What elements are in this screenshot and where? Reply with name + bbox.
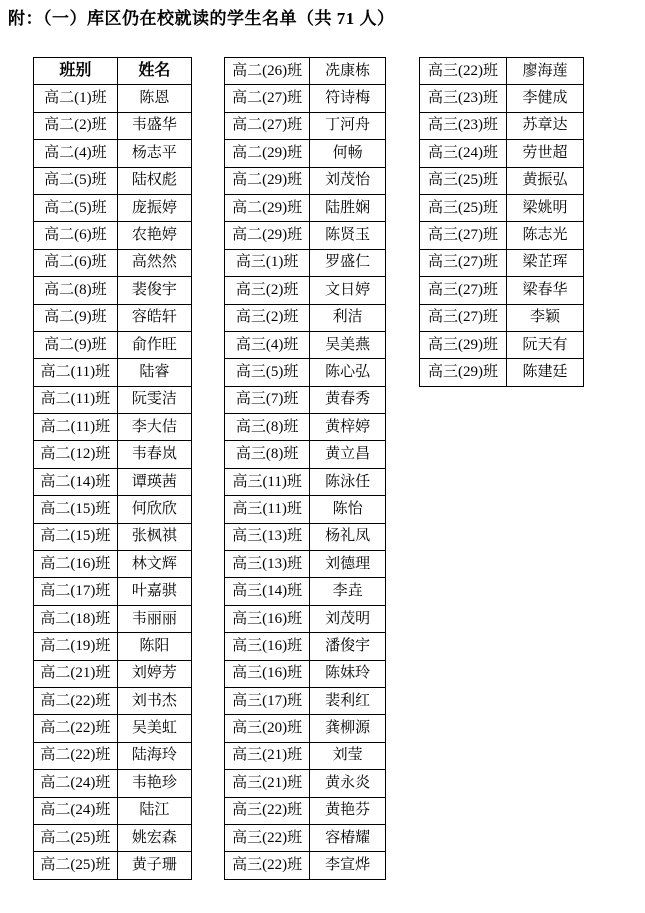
table-row [225, 578, 386, 605]
name-cell: 俞作旺 [117, 331, 191, 358]
name-cell: 韦艳珍 [117, 770, 191, 797]
class-cell: 高二(2)班 [34, 112, 118, 139]
table-row [225, 249, 386, 276]
name-cell: 刘莹 [310, 742, 386, 769]
class-cell: 高二(29)班 [225, 194, 310, 221]
class-cell: 高三(8)班 [225, 414, 310, 441]
class-cell: 高三(22)班 [225, 824, 310, 851]
table-row [34, 770, 192, 797]
table-row [225, 605, 386, 632]
table-row [34, 578, 192, 605]
table-row [225, 85, 386, 112]
name-cell: 裴利红 [310, 687, 386, 714]
name-cell: 李垚 [310, 578, 386, 605]
class-cell: 高二(4)班 [34, 140, 118, 167]
class-cell: 高二(14)班 [34, 468, 118, 495]
name-cell: 刘婷芳 [117, 660, 191, 687]
class-cell: 高二(11)班 [34, 414, 118, 441]
class-cell: 高二(24)班 [34, 797, 118, 824]
table-row [225, 660, 386, 687]
table-row [34, 742, 192, 769]
class-cell: 高三(25)班 [420, 167, 507, 194]
table-row [420, 359, 584, 386]
class-cell: 高三(27)班 [420, 304, 507, 331]
table-row [225, 715, 386, 742]
class-cell: 高二(18)班 [34, 605, 118, 632]
name-cell: 陈建廷 [506, 359, 583, 386]
class-cell: 高二(15)班 [34, 496, 118, 523]
table-row [225, 194, 386, 221]
name-cell: 潘俊宇 [310, 633, 386, 660]
table-row [34, 304, 192, 331]
name-cell: 陈泳任 [310, 468, 386, 495]
name-cell: 杨志平 [117, 140, 191, 167]
table-row [34, 660, 192, 687]
name-cell: 吴美虹 [117, 715, 191, 742]
name-cell: 利洁 [310, 304, 386, 331]
name-cell: 黄子珊 [117, 852, 191, 879]
class-cell: 高三(25)班 [420, 194, 507, 221]
table-row [225, 523, 386, 550]
name-cell: 刘茂怡 [310, 167, 386, 194]
name-cell: 廖海莲 [506, 58, 583, 85]
table-row [225, 386, 386, 413]
class-cell: 高三(27)班 [420, 249, 507, 276]
class-cell: 高二(1)班 [34, 85, 118, 112]
name-cell: 阮天有 [506, 331, 583, 358]
table-row [34, 468, 192, 495]
name-cell: 阮雯洁 [117, 386, 191, 413]
class-cell: 高二(22)班 [34, 687, 118, 714]
table-row [225, 414, 386, 441]
name-cell: 刘书杰 [117, 687, 191, 714]
table-row [225, 359, 386, 386]
class-cell: 高三(14)班 [225, 578, 310, 605]
table-row [34, 386, 192, 413]
class-cell: 高三(16)班 [225, 633, 310, 660]
name-cell: 罗盛仁 [310, 249, 386, 276]
table-row [225, 633, 386, 660]
class-cell: 高二(12)班 [34, 441, 118, 468]
table-row [225, 551, 386, 578]
class-cell: 高三(11)班 [225, 468, 310, 495]
table-row [225, 58, 386, 85]
table-row [34, 523, 192, 550]
class-cell: 高二(5)班 [34, 167, 118, 194]
class-cell: 高二(25)班 [34, 852, 118, 879]
name-cell: 农艳婷 [117, 222, 191, 249]
table-row [225, 441, 386, 468]
table-row [225, 304, 386, 331]
class-cell: 高二(8)班 [34, 277, 118, 304]
table-row [225, 331, 386, 358]
table-row [34, 551, 192, 578]
class-cell: 高二(29)班 [225, 167, 310, 194]
class-cell: 高三(20)班 [225, 715, 310, 742]
class-cell: 高二(22)班 [34, 742, 118, 769]
table-row [420, 331, 584, 358]
class-cell: 高三(13)班 [225, 523, 310, 550]
class-cell: 高二(29)班 [225, 222, 310, 249]
table-row [225, 770, 386, 797]
table-row [225, 797, 386, 824]
name-cell: 黄春秀 [310, 386, 386, 413]
name-cell: 陆胜娴 [310, 194, 386, 221]
name-cell: 龚柳源 [310, 715, 386, 742]
name-cell: 陈妹玲 [310, 660, 386, 687]
name-cell: 杨礼凤 [310, 523, 386, 550]
table-row [34, 605, 192, 632]
name-cell: 丁河舟 [310, 112, 386, 139]
class-cell: 高三(29)班 [420, 331, 507, 358]
class-cell: 高三(8)班 [225, 441, 310, 468]
name-cell: 陈心弘 [310, 359, 386, 386]
class-cell: 高二(16)班 [34, 551, 118, 578]
table-row [420, 222, 584, 249]
class-cell: 高三(4)班 [225, 331, 310, 358]
table-row [34, 852, 192, 879]
name-cell: 容皓轩 [117, 304, 191, 331]
name-cell: 陆海玲 [117, 742, 191, 769]
class-cell: 高三(22)班 [225, 852, 310, 879]
table-row [34, 167, 192, 194]
table-row [225, 277, 386, 304]
table-row [420, 85, 584, 112]
name-cell: 林文辉 [117, 551, 191, 578]
name-cell: 陆睿 [117, 359, 191, 386]
class-cell: 高三(23)班 [420, 112, 507, 139]
name-cell: 韦盛华 [117, 112, 191, 139]
name-cell: 刘德理 [310, 551, 386, 578]
class-cell: 高三(2)班 [225, 277, 310, 304]
name-cell: 张枫祺 [117, 523, 191, 550]
table-row [34, 112, 192, 139]
name-cell: 陈怡 [310, 496, 386, 523]
table-row [225, 112, 386, 139]
table-row [225, 824, 386, 851]
class-cell: 高三(16)班 [225, 605, 310, 632]
name-cell: 黄振弘 [506, 167, 583, 194]
class-cell: 高三(5)班 [225, 359, 310, 386]
class-cell: 高三(17)班 [225, 687, 310, 714]
class-cell: 高三(16)班 [225, 660, 310, 687]
name-cell: 黄梓婷 [310, 414, 386, 441]
class-cell: 高二(24)班 [34, 770, 118, 797]
name-cell: 叶嘉骐 [117, 578, 191, 605]
table-row [225, 468, 386, 495]
name-cell: 李健成 [506, 85, 583, 112]
name-cell: 姚宏森 [117, 824, 191, 851]
class-cell: 高二(9)班 [34, 304, 118, 331]
name-cell: 裴俊宇 [117, 277, 191, 304]
name-cell: 李颖 [506, 304, 583, 331]
class-cell: 高二(9)班 [34, 331, 118, 358]
class-cell: 高三(22)班 [420, 58, 507, 85]
table-row [34, 85, 192, 112]
table-row [420, 140, 584, 167]
class-cell: 高三(24)班 [420, 140, 507, 167]
name-cell: 陈阳 [117, 633, 191, 660]
class-cell: 高三(13)班 [225, 551, 310, 578]
name-cell: 陈志光 [506, 222, 583, 249]
name-cell: 谭瑛茜 [117, 468, 191, 495]
table-row [34, 414, 192, 441]
table-row [34, 441, 192, 468]
name-cell: 庞振婷 [117, 194, 191, 221]
name-cell: 陈恩 [117, 85, 191, 112]
table-row [34, 496, 192, 523]
name-cell: 韦春岚 [117, 441, 191, 468]
table-row [225, 742, 386, 769]
class-cell: 高三(7)班 [225, 386, 310, 413]
table-row [420, 58, 584, 85]
class-cell: 高三(1)班 [225, 249, 310, 276]
student-table-right [419, 57, 584, 387]
class-cell: 高三(23)班 [420, 85, 507, 112]
class-cell: 高二(25)班 [34, 824, 118, 851]
table-row [34, 331, 192, 358]
name-cell: 吴美燕 [310, 331, 386, 358]
name-cell: 文日婷 [310, 277, 386, 304]
table-row [34, 687, 192, 714]
name-column-header: 姓名 [117, 58, 191, 85]
name-cell: 梁姚明 [506, 194, 583, 221]
table-row [225, 496, 386, 523]
class-cell: 高三(27)班 [420, 277, 507, 304]
class-cell: 高二(26)班 [225, 58, 310, 85]
table-row [34, 824, 192, 851]
table-row [34, 222, 192, 249]
table-row [420, 167, 584, 194]
name-cell: 黄永炎 [310, 770, 386, 797]
class-cell: 高二(6)班 [34, 249, 118, 276]
name-cell: 刘茂明 [310, 605, 386, 632]
class-cell: 高二(5)班 [34, 194, 118, 221]
name-cell: 陆权彪 [117, 167, 191, 194]
class-cell: 高二(27)班 [225, 112, 310, 139]
table-row [34, 277, 192, 304]
table-row [225, 140, 386, 167]
class-cell: 高二(11)班 [34, 386, 118, 413]
table-row [34, 249, 192, 276]
class-cell: 高三(21)班 [225, 770, 310, 797]
name-cell: 李宣烨 [310, 852, 386, 879]
name-cell: 何欣欣 [117, 496, 191, 523]
name-cell: 黄立昌 [310, 441, 386, 468]
name-cell: 陈贤玉 [310, 222, 386, 249]
name-cell: 陆江 [117, 797, 191, 824]
name-cell: 容椿耀 [310, 824, 386, 851]
name-cell: 冼康栋 [310, 58, 386, 85]
table-row [34, 715, 192, 742]
table-row [34, 194, 192, 221]
name-cell: 梁春华 [506, 277, 583, 304]
class-cell: 高二(15)班 [34, 523, 118, 550]
table-row [225, 852, 386, 879]
table-row [34, 359, 192, 386]
class-cell: 高二(29)班 [225, 140, 310, 167]
name-cell: 韦丽丽 [117, 605, 191, 632]
name-cell: 黄艳芬 [310, 797, 386, 824]
class-column-header: 班别 [34, 58, 118, 85]
table-row [34, 140, 192, 167]
class-cell: 高二(11)班 [34, 359, 118, 386]
class-cell: 高二(22)班 [34, 715, 118, 742]
table-row [420, 277, 584, 304]
name-cell: 梁芷珲 [506, 249, 583, 276]
table-row [420, 304, 584, 331]
class-cell: 高三(21)班 [225, 742, 310, 769]
name-cell: 李大佶 [117, 414, 191, 441]
class-cell: 高三(22)班 [225, 797, 310, 824]
header-row [34, 58, 192, 85]
name-cell: 何畅 [310, 140, 386, 167]
class-cell: 高二(27)班 [225, 85, 310, 112]
class-cell: 高二(17)班 [34, 578, 118, 605]
class-cell: 高二(21)班 [34, 660, 118, 687]
class-cell: 高三(11)班 [225, 496, 310, 523]
table-row [225, 222, 386, 249]
class-cell: 高三(29)班 [420, 359, 507, 386]
student-table-left [33, 57, 192, 880]
page-title: 附：（一）库区仍在校就读的学生名单（共 71 人） [8, 9, 395, 28]
table-row [225, 167, 386, 194]
class-cell: 高二(6)班 [34, 222, 118, 249]
table-row [420, 249, 584, 276]
table-row [420, 194, 584, 221]
table-row [34, 633, 192, 660]
table-row [420, 112, 584, 139]
table-row [225, 687, 386, 714]
table-row [34, 797, 192, 824]
student-table-middle [224, 57, 386, 880]
class-cell: 高三(2)班 [225, 304, 310, 331]
name-cell: 劳世超 [506, 140, 583, 167]
name-cell: 苏章达 [506, 112, 583, 139]
class-cell: 高二(19)班 [34, 633, 118, 660]
name-cell: 符诗梅 [310, 85, 386, 112]
name-cell: 高然然 [117, 249, 191, 276]
class-cell: 高三(27)班 [420, 222, 507, 249]
